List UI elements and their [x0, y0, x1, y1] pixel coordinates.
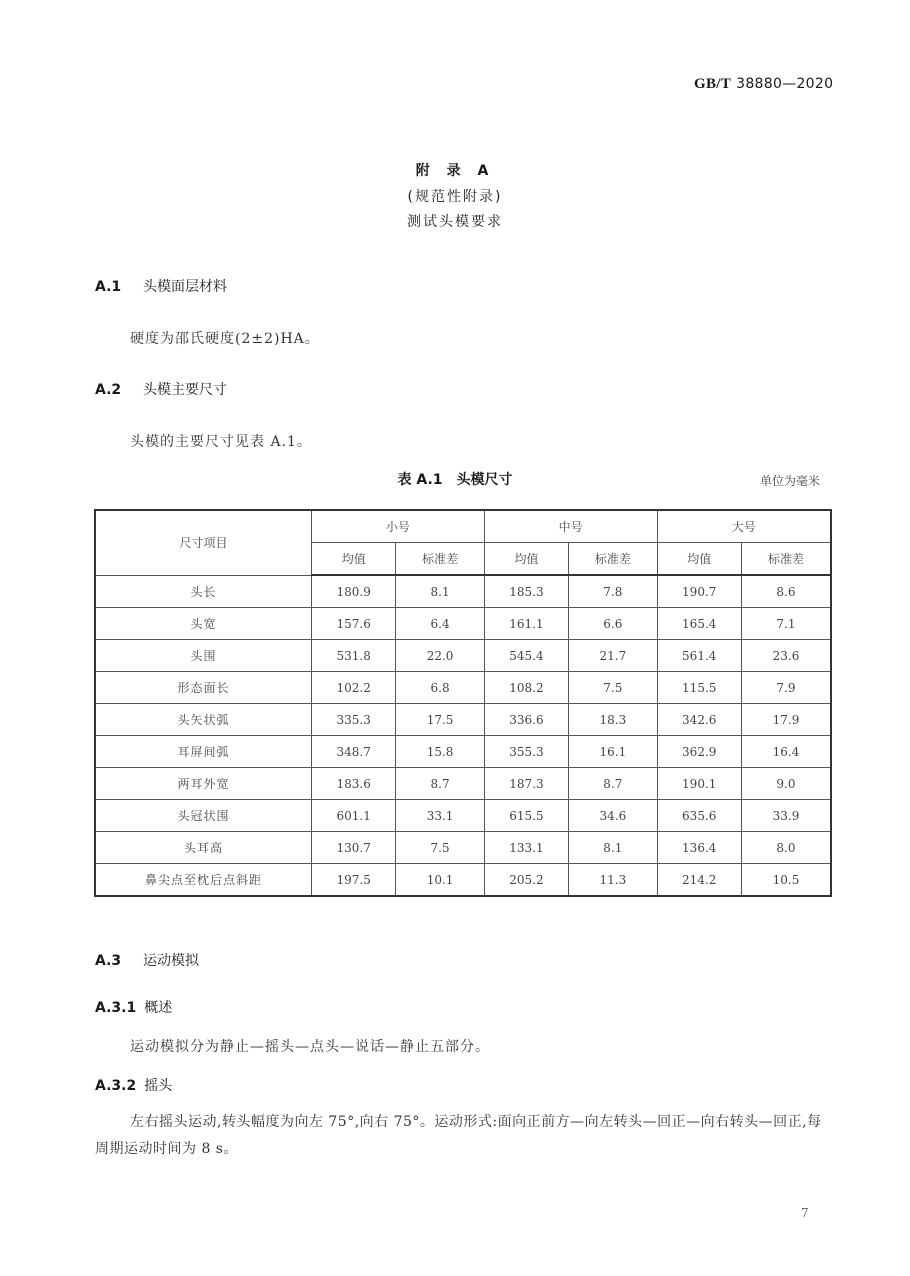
table-unit: 单位为毫米	[760, 474, 821, 488]
table-row	[95, 736, 831, 768]
cell-value: 33.9	[741, 800, 831, 832]
cell-value: 187.3	[484, 768, 568, 800]
paragraph-a32: 左右摇头运动,转头幅度为向左 75°,向右 75°。运动形式:面向正前方—向左转头—回正—向右转头—回正,每周期运动时间为 8 s。	[95, 1114, 822, 1157]
cell-value: 130.7	[312, 832, 396, 864]
cell-value: 161.1	[484, 608, 568, 640]
table-row	[95, 672, 831, 704]
group-header-medium: 中号	[484, 510, 657, 543]
table-row	[95, 640, 831, 672]
cell-value: 102.2	[312, 672, 396, 704]
cell-value: 108.2	[484, 672, 568, 704]
cell-value: 6.8	[396, 672, 484, 704]
cell-value: 6.4	[396, 608, 484, 640]
row-label: 头冠状围	[95, 800, 312, 832]
cell-value: 7.5	[396, 832, 484, 864]
cell-value: 8.1	[569, 832, 657, 864]
sub-header-mean: 均值	[657, 543, 741, 576]
page-number: 7	[801, 1206, 809, 1220]
cell-value: 15.8	[396, 736, 484, 768]
standard-code: 38880—2020	[736, 76, 834, 92]
cell-value: 531.8	[312, 640, 396, 672]
row-label: 头宽	[95, 608, 312, 640]
section-heading-a3	[95, 950, 199, 970]
cell-value: 601.1	[312, 800, 396, 832]
sub-header-sd: 标准差	[396, 543, 484, 576]
cell-value: 8.1	[396, 575, 484, 608]
appendix-name: 测试头模要求	[407, 214, 503, 230]
cell-value: 157.6	[312, 608, 396, 640]
standard-number	[694, 74, 833, 93]
section-number: A.3	[95, 953, 122, 969]
head-dimensions-table	[94, 509, 832, 897]
cell-value: 355.3	[484, 736, 568, 768]
sub-header-mean: 均值	[312, 543, 396, 576]
cell-value: 34.6	[569, 800, 657, 832]
cell-value: 336.6	[484, 704, 568, 736]
cell-value: 23.6	[741, 640, 831, 672]
cell-value: 133.1	[484, 832, 568, 864]
cell-value: 561.4	[657, 640, 741, 672]
cell-value: 22.0	[396, 640, 484, 672]
cell-value: 190.1	[657, 768, 741, 800]
cell-value: 7.1	[741, 608, 831, 640]
sub-header-sd: 标准差	[741, 543, 831, 576]
appendix-subtitle: (规范性附录)	[407, 189, 503, 205]
paragraph-a2: 头模的主要尺寸见表 A.1。	[130, 434, 312, 450]
cell-value: 7.5	[569, 672, 657, 704]
row-label: 头围	[95, 640, 312, 672]
cell-value: 8.7	[569, 768, 657, 800]
cell-value: 165.4	[657, 608, 741, 640]
cell-value: 205.2	[484, 864, 568, 897]
table-row	[95, 800, 831, 832]
cell-value: 348.7	[312, 736, 396, 768]
cell-value: 615.5	[484, 800, 568, 832]
section-number: A.3.2	[95, 1078, 137, 1094]
cell-value: 9.0	[741, 768, 831, 800]
cell-value: 16.1	[569, 736, 657, 768]
table-caption: 表 A.1 头模尺寸	[397, 472, 513, 488]
table-row	[95, 768, 831, 800]
cell-value: 8.6	[741, 575, 831, 608]
sub-header-mean: 均值	[484, 543, 568, 576]
paragraph-a1: 硬度为邵氏硬度(2±2)HA。	[130, 331, 320, 347]
table-row	[95, 832, 831, 864]
paragraph-a31: 运动模拟分为静止—摇头—点头—说话—静止五部分。	[130, 1039, 490, 1055]
row-label: 耳屏间弧	[95, 736, 312, 768]
cell-value: 8.7	[396, 768, 484, 800]
group-header-large: 大号	[657, 510, 831, 543]
cell-value: 6.6	[569, 608, 657, 640]
cell-value: 635.6	[657, 800, 741, 832]
section-title: 概述	[144, 1000, 173, 1016]
row-label: 形态面长	[95, 672, 312, 704]
section-heading-a1	[95, 276, 227, 296]
section-heading-a31	[95, 997, 172, 1017]
cell-value: 342.6	[657, 704, 741, 736]
cell-value: 17.9	[741, 704, 831, 736]
section-heading-a2	[95, 379, 227, 399]
section-title: 头模主要尺寸	[143, 382, 227, 398]
cell-value: 8.0	[741, 832, 831, 864]
table-row	[95, 864, 831, 897]
row-label: 两耳外宽	[95, 768, 312, 800]
section-title: 摇头	[144, 1078, 173, 1094]
table-row	[95, 704, 831, 736]
row-label: 头矢状弧	[95, 704, 312, 736]
section-number: A.3.1	[95, 1000, 137, 1016]
cell-value: 183.6	[312, 768, 396, 800]
row-label: 鼻尖点至枕后点斜距	[95, 864, 312, 897]
cell-value: 545.4	[484, 640, 568, 672]
cell-value: 17.5	[396, 704, 484, 736]
group-header-small: 小号	[312, 510, 485, 543]
cell-value: 11.3	[569, 864, 657, 897]
cell-value: 335.3	[312, 704, 396, 736]
table-row	[95, 575, 831, 608]
section-heading-a32	[95, 1075, 172, 1095]
cell-value: 214.2	[657, 864, 741, 897]
row-label: 头耳高	[95, 832, 312, 864]
appendix-title: 附 录 A	[415, 163, 495, 179]
cell-value: 185.3	[484, 575, 568, 608]
cell-value: 10.5	[741, 864, 831, 897]
cell-value: 7.8	[569, 575, 657, 608]
cell-value: 197.5	[312, 864, 396, 897]
section-title: 运动模拟	[143, 953, 199, 969]
cell-value: 16.4	[741, 736, 831, 768]
table-row	[95, 608, 831, 640]
cell-value: 33.1	[396, 800, 484, 832]
cell-value: 362.9	[657, 736, 741, 768]
standard-prefix: GB/T	[694, 76, 732, 92]
section-number: A.2	[95, 382, 122, 398]
cell-value: 136.4	[657, 832, 741, 864]
cell-value: 21.7	[569, 640, 657, 672]
cell-value: 10.1	[396, 864, 484, 897]
cell-value: 7.9	[741, 672, 831, 704]
sub-header-sd: 标准差	[569, 543, 657, 576]
cell-value: 18.3	[569, 704, 657, 736]
column-header-item: 尺寸项目	[95, 510, 312, 575]
section-number: A.1	[95, 279, 122, 295]
row-label: 头长	[95, 575, 312, 608]
cell-value: 190.7	[657, 575, 741, 608]
cell-value: 180.9	[312, 575, 396, 608]
cell-value: 115.5	[657, 672, 741, 704]
section-title: 头模面层材料	[143, 279, 227, 295]
